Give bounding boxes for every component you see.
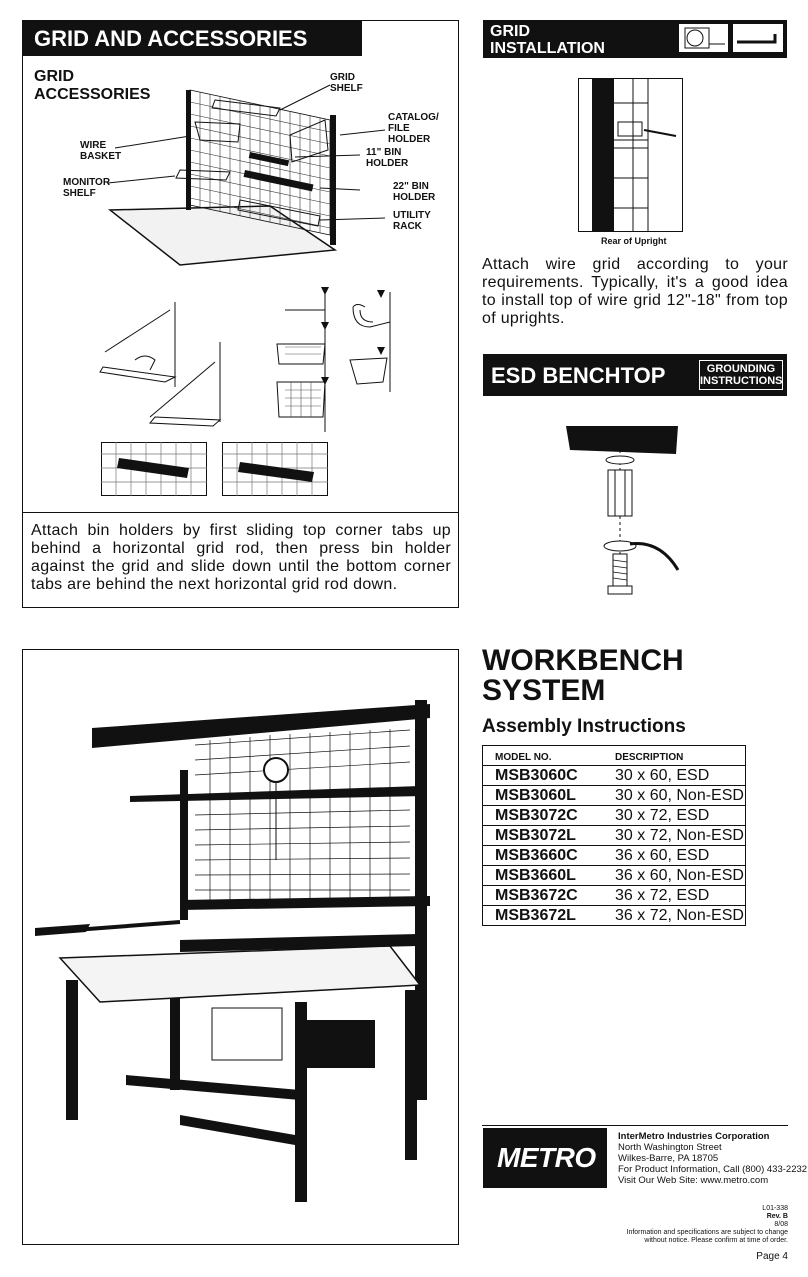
model-number: MSB3660L	[483, 866, 603, 886]
model-number: MSB3672C	[483, 886, 603, 906]
page-number: Page 4	[756, 1251, 788, 1262]
model-column-header: MODEL NO.	[495, 752, 552, 763]
label-22-bin-holder: 22" BIN HOLDER	[393, 181, 436, 203]
table-row	[483, 886, 745, 906]
grid-accessories-illustration	[30, 60, 450, 280]
metro-logo	[483, 1128, 607, 1188]
grid-installation-instructions: Attach wire grid according to your requirements. Typically, it's a good idea to install top of wire grid 12"-18" from top of uprights.	[482, 256, 788, 327]
table-row	[483, 786, 745, 806]
grounding-instructions-badge: GROUNDING INSTRUCTIONS	[699, 360, 783, 390]
table-row	[483, 906, 745, 926]
model-table-grid	[483, 746, 745, 925]
model-number: MSB3072L	[483, 826, 603, 846]
esd-benchtop-title: ESD BENCHTOP	[491, 363, 666, 388]
workbench-illustration	[30, 690, 450, 1210]
grid-accessories-header: GRID AND ACCESSORIES	[22, 20, 362, 56]
model-table	[482, 745, 746, 926]
model-number: MSB3060L	[483, 786, 603, 806]
table-row	[483, 866, 745, 886]
rear-of-upright-caption: Rear of Upright	[601, 236, 667, 246]
tape-measure-icon	[679, 24, 728, 52]
bin-holder-closeup-left	[101, 442, 207, 496]
table-row	[483, 826, 745, 846]
model-description: 36 x 72, Non-ESD	[603, 906, 745, 926]
model-description: 30 x 60, ESD	[603, 766, 745, 786]
table-row	[483, 846, 745, 866]
model-number: MSB3660C	[483, 846, 603, 866]
label-utility-rack: UTILITY RACK	[393, 210, 431, 232]
model-description: 30 x 72, Non-ESD	[603, 826, 745, 846]
metro-logo-text: METRO	[497, 1142, 596, 1173]
description-column-header: DESCRIPTION	[615, 752, 684, 763]
esd-grounding-illustration	[560, 420, 690, 600]
label-monitor-shelf: MONITOR SHELF	[63, 177, 111, 199]
hex-key-icon	[733, 24, 783, 52]
model-description: 36 x 60, Non-ESD	[603, 866, 745, 886]
table-row	[483, 766, 745, 786]
model-description: 36 x 72, ESD	[603, 886, 745, 906]
label-wire-basket: WIRE BASKET	[80, 140, 122, 162]
company-address: InterMetro Industries Corporation North Washington Street Wilkes-Barre, PA 18705 For Product Information, Call (800) 433-2232 Visit Our Web Site: www.metro.com	[618, 1131, 808, 1186]
grid-accessories-subtitle: GRID ACCESSORIES	[34, 68, 151, 103]
model-description: 36 x 60, ESD	[603, 846, 745, 866]
label-grid-shelf: GRID SHELF	[330, 72, 363, 94]
model-number: MSB3060C	[483, 766, 603, 786]
bin-holder-closeup-right	[222, 442, 328, 496]
model-number: MSB3072C	[483, 806, 603, 826]
grid-installation-header: GRID INSTALLATION	[483, 20, 787, 58]
label-catalog-holder: CATALOG/ FILE HOLDER	[388, 112, 439, 145]
model-description: 30 x 72, ESD	[603, 806, 745, 826]
table-row	[483, 806, 745, 826]
assembly-instructions-subtitle: Assembly Instructions	[482, 716, 686, 737]
footer-doc-info: L01-338 Rev. B 8/08 Information and specifications are subject to change without notice. Please confirm at time of order.	[626, 1205, 788, 1244]
model-number: MSB3672L	[483, 906, 603, 926]
grid-installation-illustration	[578, 78, 683, 232]
grid-accessories-instructions: Attach bin holders by first sliding top corner tabs up behind a horizontal grid rod, then press bin holder against the grid and slide down until the bottom corner tabs are behind the next horizontal grid rod down.	[31, 522, 451, 593]
workbench-title: WORKBENCH SYSTEM	[482, 644, 684, 707]
model-description: 30 x 60, Non-ESD	[603, 786, 745, 806]
label-11-bin-holder: 11" BIN HOLDER	[366, 147, 409, 169]
